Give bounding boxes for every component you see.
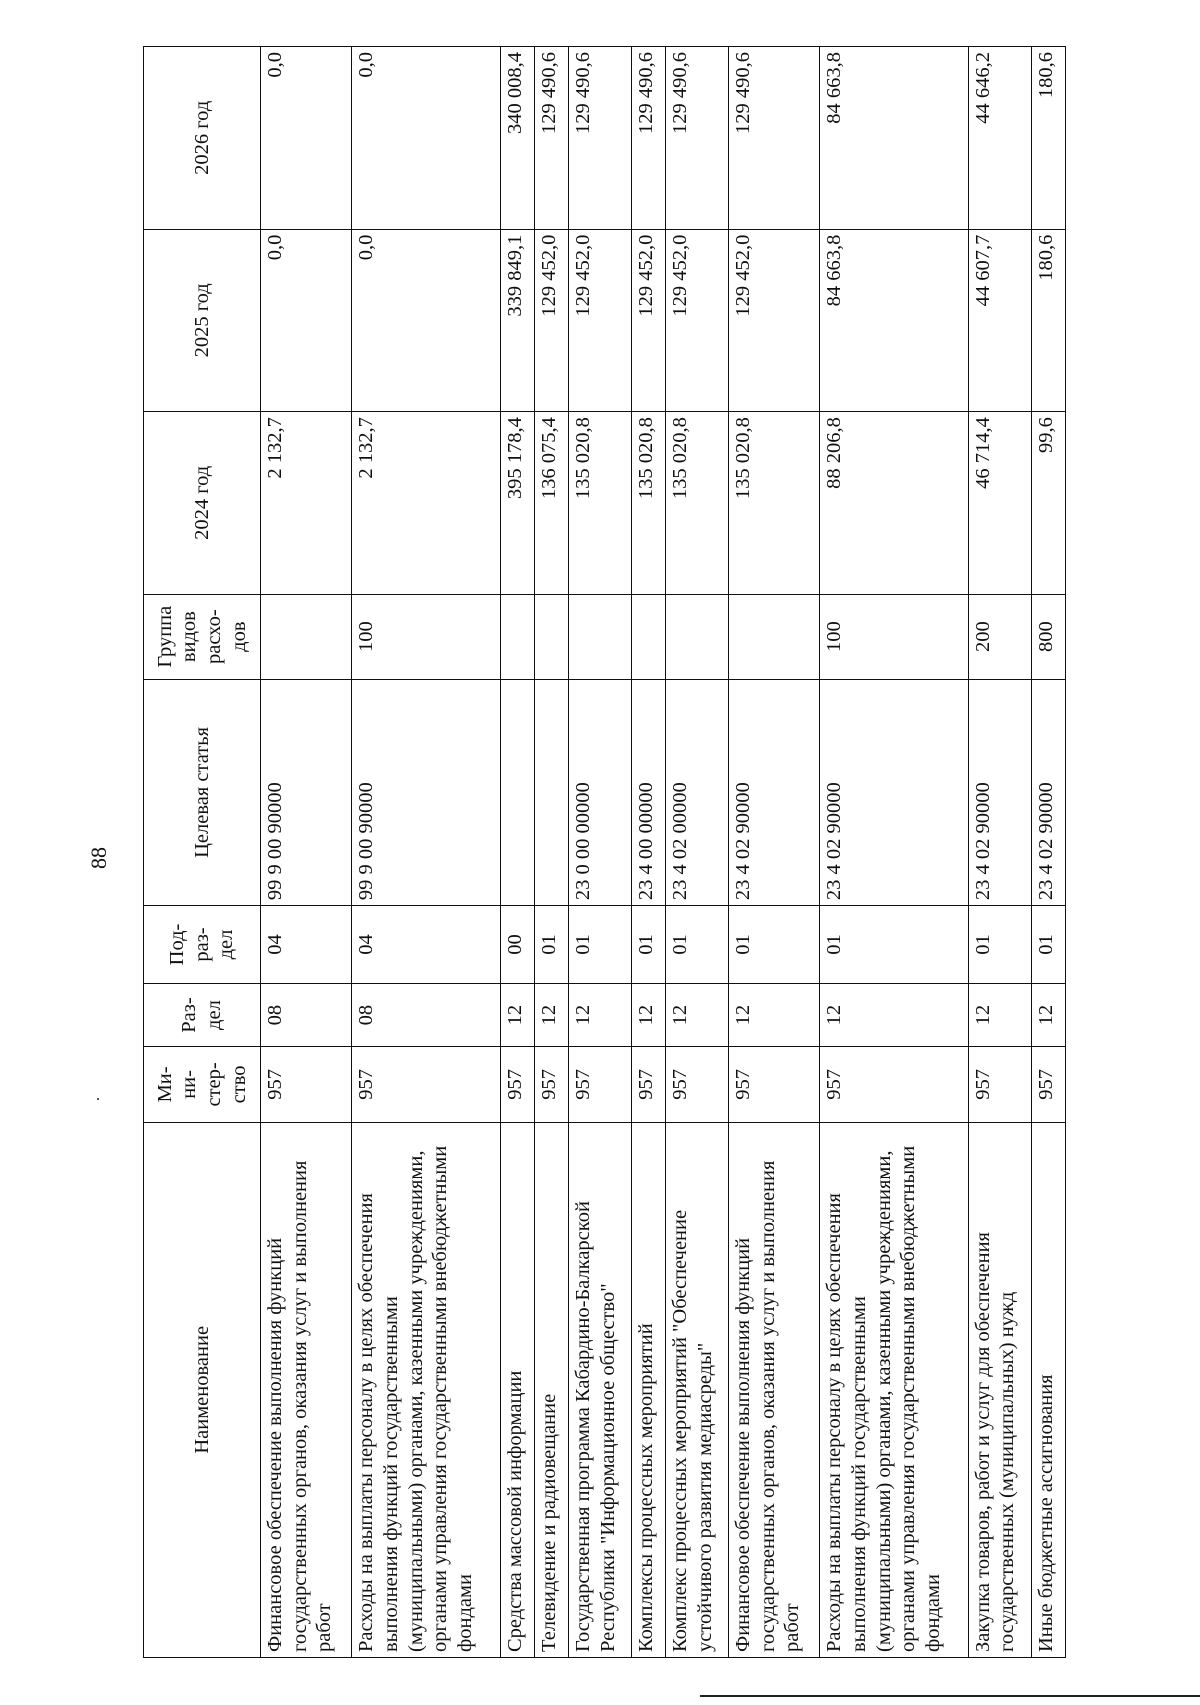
cell-expense-group xyxy=(729,594,820,679)
cell-2026: 84 663,8 xyxy=(820,47,968,230)
cell-2024: 136 075,4 xyxy=(534,412,568,595)
cell-2024: 88 206,8 xyxy=(820,412,968,595)
cell-target: 23 4 02 90000 xyxy=(729,679,820,905)
cell-target: 99 9 00 90000 xyxy=(352,679,500,905)
cell-2025: 339 849,1 xyxy=(500,229,534,412)
cell-2026: 129 490,6 xyxy=(632,47,666,230)
cell-subsection: 01 xyxy=(569,906,632,984)
cell-section: 12 xyxy=(534,983,568,1046)
table-row xyxy=(1031,47,1065,1658)
cell-ministry: 957 xyxy=(352,1047,500,1122)
cell-section: 12 xyxy=(666,983,729,1046)
header-2026: 2026 год xyxy=(144,47,261,230)
budget-table xyxy=(143,46,1066,1658)
table-row xyxy=(968,47,1031,1658)
cell-section: 12 xyxy=(1031,983,1065,1046)
cell-expense-group xyxy=(261,594,352,679)
cell-2025: 0,0 xyxy=(261,229,352,412)
table-row xyxy=(632,47,666,1658)
cell-2024: 135 020,8 xyxy=(569,412,632,595)
table-row xyxy=(261,47,352,1658)
cell-subsection: 01 xyxy=(534,906,568,984)
cell-subsection: 01 xyxy=(1031,906,1065,984)
header-2025: 2025 год xyxy=(144,229,261,412)
cell-2025: 129 452,0 xyxy=(729,229,820,412)
header-ministry: Ми- ни- стер- ство xyxy=(144,1047,261,1122)
cell-subsection: 04 xyxy=(261,906,352,984)
table-body xyxy=(261,47,1066,1658)
cell-target: 99 9 00 90000 xyxy=(261,679,352,905)
cell-expense-group xyxy=(500,594,534,679)
cell-2026: 129 490,6 xyxy=(569,47,632,230)
cell-subsection: 00 xyxy=(500,906,534,984)
cell-ministry: 957 xyxy=(534,1047,568,1122)
cell-expense-group: 100 xyxy=(352,594,500,679)
cell-2025: 129 452,0 xyxy=(534,229,568,412)
cell-2025: 44 607,7 xyxy=(968,229,1031,412)
cell-2025: 0,0 xyxy=(352,229,500,412)
cell-ministry: 957 xyxy=(500,1047,534,1122)
cell-2024: 135 020,8 xyxy=(729,412,820,595)
cell-section: 12 xyxy=(820,983,968,1046)
cell-2024: 395 178,4 xyxy=(500,412,534,595)
cell-section: 08 xyxy=(261,983,352,1046)
cell-subsection: 01 xyxy=(729,906,820,984)
scan-artifact-dot xyxy=(97,1098,99,1100)
cell-2024: 135 020,8 xyxy=(632,412,666,595)
cell-subsection: 04 xyxy=(352,906,500,984)
cell-section: 12 xyxy=(569,983,632,1046)
table-header-row xyxy=(144,47,261,1658)
cell-ministry: 957 xyxy=(968,1047,1031,1122)
scan-artifact-line xyxy=(700,1695,1200,1697)
cell-2025: 180,6 xyxy=(1031,229,1065,412)
table-row xyxy=(352,47,500,1658)
cell-name: Иные бюджетные ассигнования xyxy=(1031,1122,1065,1657)
cell-name: Финансовое обеспечение выполнения функций государственных органов, оказания услуг и выполнения работ xyxy=(261,1122,352,1657)
cell-ministry: 957 xyxy=(261,1047,352,1122)
header-section: Раз- дел xyxy=(144,983,261,1046)
cell-expense-group: 100 xyxy=(820,594,968,679)
cell-section: 12 xyxy=(500,983,534,1046)
cell-subsection: 01 xyxy=(820,906,968,984)
cell-name: Государственная программа Кабардино-Балкарской Республики "Информационное общество" xyxy=(569,1122,632,1657)
cell-ministry: 957 xyxy=(820,1047,968,1122)
cell-expense-group xyxy=(569,594,632,679)
table-row xyxy=(729,47,820,1658)
cell-expense-group xyxy=(666,594,729,679)
rotated-table-wrapper xyxy=(143,46,1066,1658)
cell-ministry: 957 xyxy=(666,1047,729,1122)
table-row xyxy=(534,47,568,1658)
cell-target xyxy=(534,679,568,905)
cell-2026: 0,0 xyxy=(261,47,352,230)
cell-section: 12 xyxy=(968,983,1031,1046)
cell-2025: 129 452,0 xyxy=(569,229,632,412)
cell-ministry: 957 xyxy=(1031,1047,1065,1122)
cell-2024: 135 020,8 xyxy=(666,412,729,595)
cell-name: Комплекс процессных мероприятий "Обеспечение устойчивого развития медиасреды" xyxy=(666,1122,729,1657)
cell-target: 23 0 00 00000 xyxy=(569,679,632,905)
cell-2026: 0,0 xyxy=(352,47,500,230)
cell-2024: 46 714,4 xyxy=(968,412,1031,595)
cell-subsection: 01 xyxy=(632,906,666,984)
cell-name: Финансовое обеспечение выполнения функций государственных органов, оказания услуг и выполнения работ xyxy=(729,1122,820,1657)
table-row xyxy=(666,47,729,1658)
cell-2026: 129 490,6 xyxy=(666,47,729,230)
cell-target: 23 4 02 90000 xyxy=(968,679,1031,905)
cell-2026: 340 008,4 xyxy=(500,47,534,230)
cell-name: Комплексы процессных мероприятий xyxy=(632,1122,666,1657)
cell-expense-group: 200 xyxy=(968,594,1031,679)
page-number: 88 xyxy=(86,847,111,869)
cell-section: 12 xyxy=(729,983,820,1046)
cell-section: 12 xyxy=(632,983,666,1046)
table-row xyxy=(500,47,534,1658)
cell-2024: 2 132,7 xyxy=(352,412,500,595)
cell-name: Расходы на выплаты персоналу в целях обеспечения выполнения функций государственными (муниципальными) органами, казенными учреждениями, органами управления государственными внебюджетными фондами xyxy=(352,1122,500,1657)
cell-section: 08 xyxy=(352,983,500,1046)
cell-subsection: 01 xyxy=(968,906,1031,984)
cell-target: 23 4 02 90000 xyxy=(1031,679,1065,905)
header-target: Целевая статья xyxy=(144,679,261,905)
table-row xyxy=(569,47,632,1658)
cell-2025: 129 452,0 xyxy=(666,229,729,412)
cell-target: 23 4 02 90000 xyxy=(820,679,968,905)
cell-subsection: 01 xyxy=(666,906,729,984)
cell-target xyxy=(500,679,534,905)
cell-name: Закупка товаров, работ и услуг для обеспечения государственных (муниципальных) нужд xyxy=(968,1122,1031,1657)
cell-expense-group: 800 xyxy=(1031,594,1065,679)
header-2024: 2024 год xyxy=(144,412,261,595)
cell-target: 23 4 00 00000 xyxy=(632,679,666,905)
cell-2026: 180,6 xyxy=(1031,47,1065,230)
cell-2025: 129 452,0 xyxy=(632,229,666,412)
cell-target: 23 4 02 00000 xyxy=(666,679,729,905)
header-expense-group: Группа видов расхо- дов xyxy=(144,594,261,679)
cell-name: Телевидение и радиовещание xyxy=(534,1122,568,1657)
header-name: Наименование xyxy=(144,1122,261,1657)
cell-2024: 2 132,7 xyxy=(261,412,352,595)
cell-2026: 44 646,2 xyxy=(968,47,1031,230)
cell-expense-group xyxy=(632,594,666,679)
cell-expense-group xyxy=(534,594,568,679)
cell-2026: 129 490,6 xyxy=(729,47,820,230)
cell-ministry: 957 xyxy=(569,1047,632,1122)
cell-ministry: 957 xyxy=(632,1047,666,1122)
cell-2025: 84 663,8 xyxy=(820,229,968,412)
cell-name: Расходы на выплаты персоналу в целях обеспечения выполнения функций государственными (муниципальными) органами, казенными учреждениями, органами управления государственными внебюджетными фондами xyxy=(820,1122,968,1657)
header-subsection: Под- раз- дел xyxy=(144,906,261,984)
cell-ministry: 957 xyxy=(729,1047,820,1122)
cell-2024: 99,6 xyxy=(1031,412,1065,595)
table-row xyxy=(820,47,968,1658)
cell-name: Средства массовой информации xyxy=(500,1122,534,1657)
cell-2026: 129 490,6 xyxy=(534,47,568,230)
